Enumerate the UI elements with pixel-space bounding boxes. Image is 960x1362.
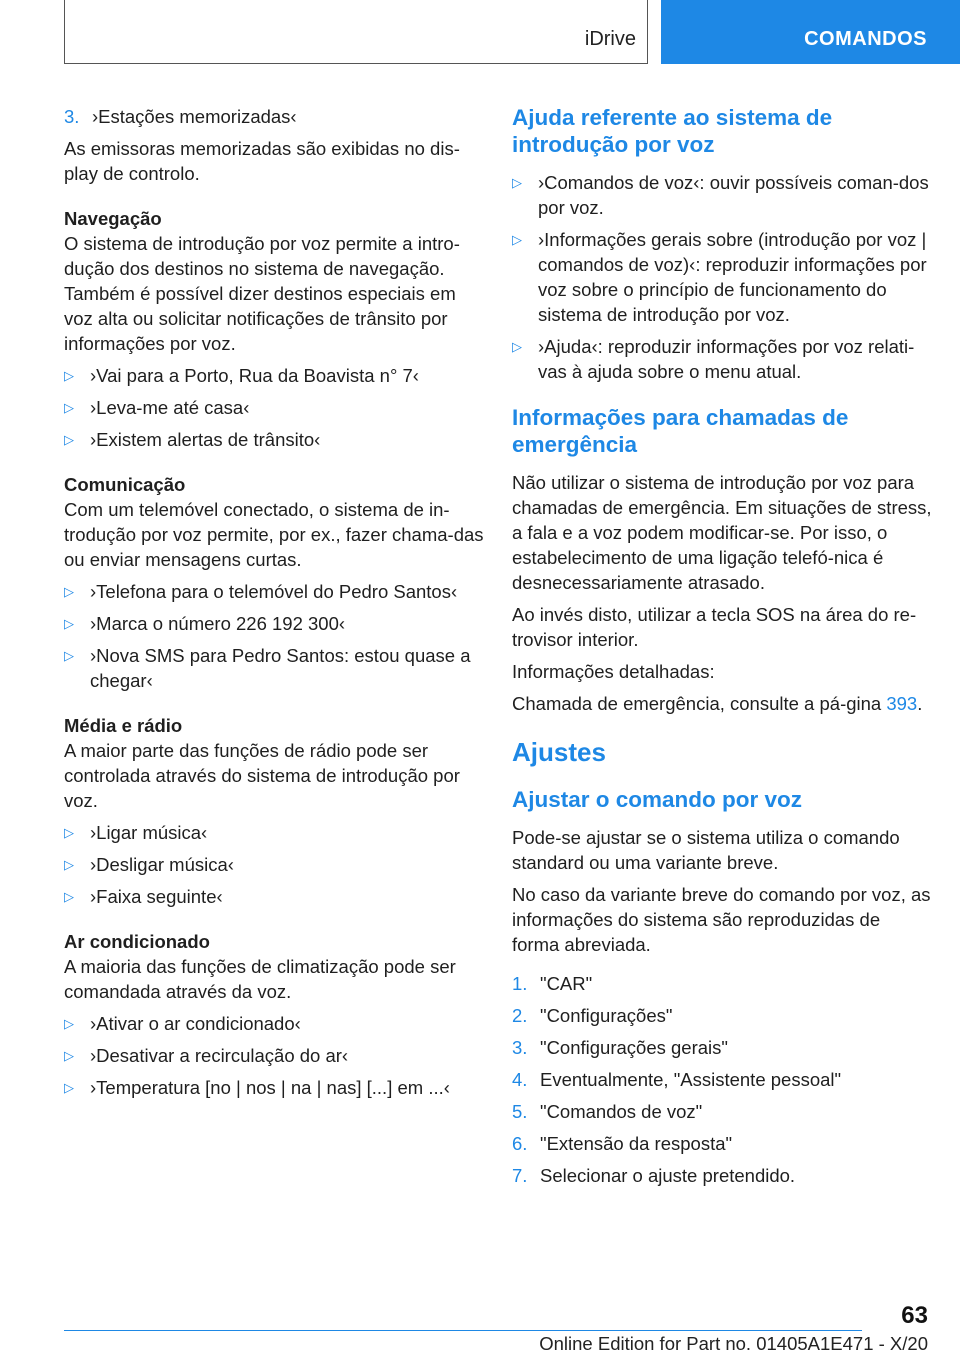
left-column [64, 104, 484, 1107]
step-text: "CAR" [540, 973, 593, 994]
step-number: 4. [512, 1069, 528, 1090]
right-column [512, 104, 932, 1195]
list-item: ▷ ›Vai para a Porto, Rua da Boavista n° 7‹ [64, 363, 484, 388]
list-item: ▷ ›Informações gerais sobre (introdução por voz | comandos de voz)‹: reproduzir informações por voz sobre o princípio de funcionamento do sistema de introdução por voz. [512, 227, 932, 327]
paragraph: Ao invés disto, utilizar a tecla SOS na área do re-trovisor interior. [512, 604, 917, 650]
step-text: "Comandos de voz" [540, 1101, 703, 1122]
step-number: 3. [64, 106, 80, 127]
paragraph: As emissoras memorizadas são exibidas no dis-play de controlo. [64, 138, 460, 184]
page-number: 63 [901, 1302, 928, 1329]
list-item [512, 1131, 932, 1156]
list-item: ▷ ›Leva-me até casa‹ [64, 395, 484, 420]
list-item [512, 1099, 932, 1124]
step-text: "Configurações gerais" [540, 1037, 728, 1058]
step-text: "Extensão da resposta" [540, 1133, 733, 1154]
subheading-air-conditioning: Ar condicionado [64, 931, 210, 952]
list-item: ▷ ›Ativar o ar condicionado‹ [64, 1011, 484, 1036]
subheading-communication: Comunicação [64, 474, 186, 495]
list-item: ▷ ›Nova SMS para Pedro Santos: estou quase a chegar‹ [64, 643, 484, 693]
paragraph: A maior parte das funções de rádio pode ser controlada através do sistema de introdução por voz. [64, 740, 460, 811]
step-number: 2. [512, 1005, 528, 1026]
step-number: 5. [512, 1101, 528, 1122]
list-item: ▷ ›Ligar música‹ [64, 820, 484, 845]
step-text: "Configurações" [540, 1005, 673, 1026]
paragraph: O sistema de introdução por voz permite a intro-dução dos destinos no sistema de navegação. Também é possível dizer destinos especiais em voz alta ou solicitar notificações de trânsito por informações por voz. [64, 233, 460, 354]
paragraph: Pode-se ajustar se o sistema utiliza o comando standard ou uma variante breve. [512, 827, 900, 873]
subheading-media-radio: Média e rádio [64, 715, 183, 736]
footer-edition-text: Online Edition for Part no. 01405A1E471 - X/20 [539, 1333, 928, 1354]
heading-emergency: Informações para chamadas de emergência [512, 405, 849, 457]
heading-adjust-voice: Ajustar o comando por voz [512, 787, 803, 812]
list-item [512, 1003, 932, 1028]
header-section-label: iDrive [584, 28, 636, 50]
heading-help: Ajuda referente ao sistema de introdução por voz [512, 105, 833, 157]
list-item: ▷ ›Desativar a recirculação do ar‹ [64, 1043, 484, 1068]
list-item [512, 1163, 932, 1188]
step-number: 1. [512, 973, 528, 994]
list-item: ▷ ›Desligar música‹ [64, 852, 484, 877]
subheading-navigation: Navegação [64, 208, 162, 229]
list-item: ▷ ›Telefona para o telemóvel do Pedro Santos‹ [64, 579, 484, 604]
list-item: ▷ ›Existem alertas de trânsito‹ [64, 427, 484, 452]
paragraph-suffix: . [917, 693, 923, 714]
paragraph: Informações detalhadas: [512, 661, 715, 682]
footer-divider [64, 1330, 862, 1331]
list-item [64, 104, 484, 129]
step-text: Selecionar o ajuste pretendido. [540, 1165, 796, 1186]
paragraph: Não utilizar o sistema de introdução por voz para chamadas de emergência. Em situações de stress, a fala e a voz podem modificar-se. Por isso, o estabelecimento de uma ligação telefó-nica é desnecessariamente atrasado. [512, 472, 932, 593]
paragraph-with-link [512, 691, 932, 716]
page-reference-link[interactable]: 393 [886, 693, 918, 714]
list-item: ▷ ›Faixa seguinte‹ [64, 884, 484, 909]
list-item [512, 971, 932, 996]
step-number: 3. [512, 1037, 528, 1058]
step-number: 6. [512, 1133, 528, 1154]
section-title-settings: Ajustes [512, 737, 606, 767]
step-number: 7. [512, 1165, 528, 1186]
list-item: ▷ ›Temperatura [no | nos | na | nas] [...] em ...‹ [64, 1075, 484, 1100]
list-item [512, 1035, 932, 1060]
list-item: ▷ ›Comandos de voz‹: ouvir possíveis coman-dos por voz. [512, 170, 932, 220]
step-text: Eventualmente, "Assistente pessoal" [540, 1069, 842, 1090]
header-chapter-label: COMANDOS [804, 28, 927, 50]
paragraph: A maioria das funções de climatização pode ser comandada através da voz. [64, 956, 456, 1002]
list-item: ▷ ›Marca o número 226 192 300‹ [64, 611, 484, 636]
paragraph-text: Chamada de emergência, consulte a pá-gina [512, 693, 882, 714]
step-text: ›Estações memorizadas‹ [92, 106, 297, 127]
paragraph: Com um telemóvel conectado, o sistema de in-trodução por voz permite, por ex., fazer chama-das ou enviar mensagens curtas. [64, 499, 484, 570]
list-item: ▷ ›Ajuda‹: reproduzir informações por voz relati-vas à ajuda sobre o menu atual. [512, 334, 932, 384]
paragraph: No caso da variante breve do comando por voz, as informações do sistema são reproduzidas de forma abreviada. [512, 884, 931, 955]
list-item [512, 1067, 932, 1092]
